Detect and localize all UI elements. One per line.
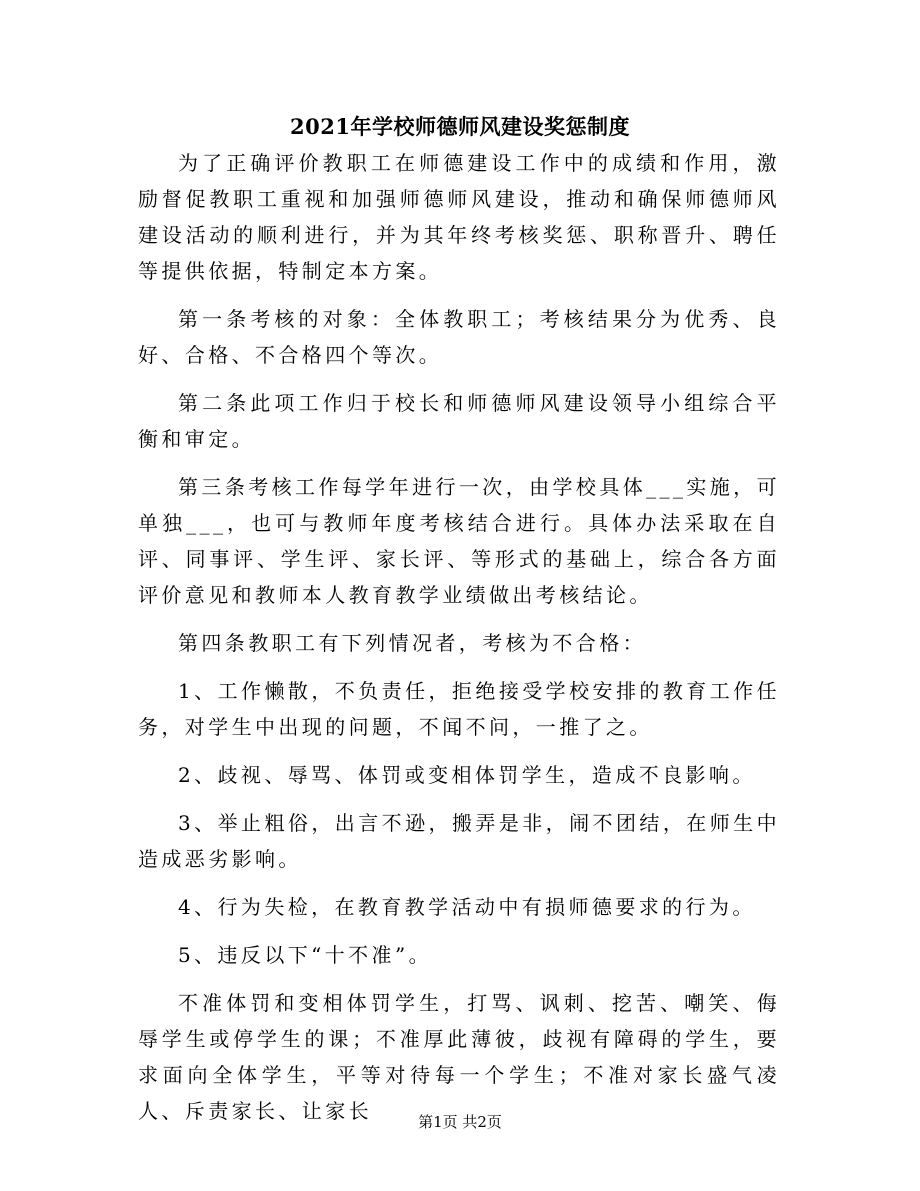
paragraph-article-2: 第二条此项工作归于校长和师德师风建设领导小组综合平衡和审定。 [138,391,780,451]
paragraph-ten-rules: 不准体罚和变相体罚学生，打骂、讽刺、挖苦、嘲笑、侮辱学生或停学生的课；不准厚此薄彼，歧视有障碍的学生，要求面向全体学生，平等对待每一个学生；不准对家长盛气凌人、斥责家长、让家长 [138,991,780,1123]
paragraph-intro: 为了正确评价教职工在师德建设工作中的成绩和作用，激励督促教职工重视和加强师德师风建设，推动和确保师德师风建设活动的顺利进行，并为其年终考核奖惩、职称晋升、聘任等提供依据，特制定本方案。 [138,151,780,283]
list-item-2: 2、歧视、辱骂、体罚或变相体罚学生，造成不良影响。 [178,763,756,787]
paragraph-article-1: 第一条考核的对象：全体教职工；考核结果分为优秀、良好、合格、不合格四个等次。 [138,307,780,367]
list-item-3: 3、举止粗俗，出言不逊，搬弄是非，闹不团结，在师生中造成恶劣影响。 [138,811,780,871]
paragraph-article-3: 第三条考核工作每学年进行一次，由学校具体___实施，可单独___，也可与教师年度考核结合进行。具体办法采取在自评、同事评、学生评、家长评、等形式的基础上，综合各方面评价意见和教师本人教育教学业绩做出考核结论。 [138,475,780,607]
list-item-4: 4、行为失检，在教育教学活动中有损师德要求的行为。 [178,895,756,919]
page-footer: 第1页 共2页 [418,1113,502,1131]
list-item-1: 1、工作懒散，不负责任，拒绝接受学校安排的教育工作任务，对学生中出现的问题，不闻不问，一推了之。 [138,679,780,739]
document-title: 2021年学校师德师风建设奖惩制度 [290,114,630,139]
list-item-5: 5、违反以下“十不准”。 [178,943,432,967]
paragraph-article-4: 第四条教职工有下列情况者，考核为不合格： [178,631,646,655]
document-body [138,145,780,1141]
